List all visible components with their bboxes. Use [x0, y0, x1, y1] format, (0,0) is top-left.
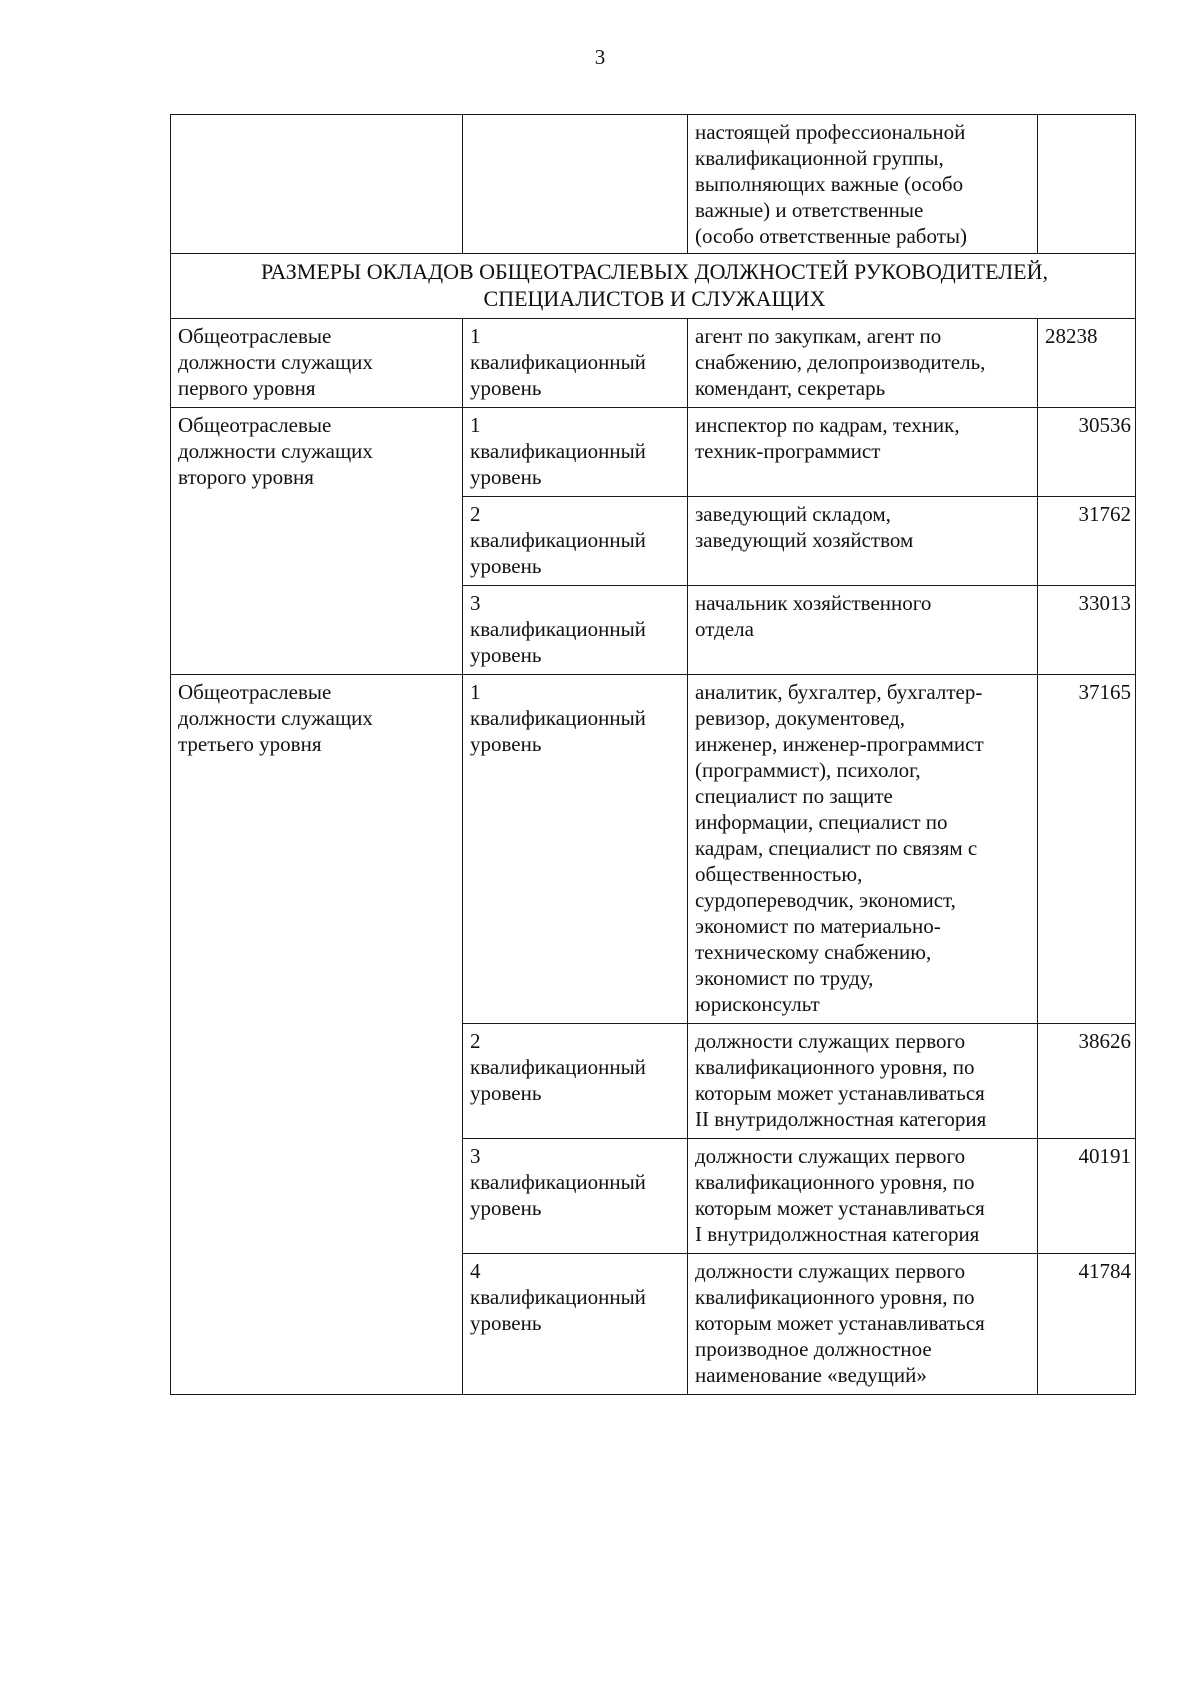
positions-list: должности служащих первого квалификационного уровня, по которым может устанавливаться производное должностное наименование «ведущий» [688, 1254, 1038, 1395]
table-row [171, 319, 1136, 408]
group-name: Общеотраслевые должности служащих второго уровня [171, 408, 463, 675]
salary-table [170, 114, 1136, 1395]
group-name: Общеотраслевые должности служащих третьего уровня [171, 675, 463, 1395]
qualification-level: 2 квалификационный уровень [463, 497, 688, 586]
salary-value: 33013 [1038, 586, 1136, 675]
positions-list: заведующий складом, заведующий хозяйством [688, 497, 1038, 586]
salary-value: 31762 [1038, 497, 1136, 586]
positions-list: аналитик, бухгалтер, бухгалтер- ревизор, документовед, инженер, инженер-программист (программист), психолог, специалист по защите информации, специалист по кадрам, специалист по связям с общественностью, сурдопереводчик, экономист, экономист по материально- техническому снабжению, экономист по труду, юрисконсульт [688, 675, 1038, 1024]
group-name: Общеотраслевые должности служащих первого уровня [171, 319, 463, 408]
table-row [171, 408, 1136, 497]
salary-value: 40191 [1038, 1139, 1136, 1254]
empty-cell [1038, 115, 1136, 254]
section-row [171, 254, 1136, 319]
qualification-level: 1 квалификационный уровень [463, 319, 688, 408]
empty-cell [463, 115, 688, 254]
salary-value: 41784 [1038, 1254, 1136, 1395]
salary-value: 28238 [1038, 319, 1136, 408]
positions-list: начальник хозяйственного отдела [688, 586, 1038, 675]
salary-value: 30536 [1038, 408, 1136, 497]
table-row [171, 675, 1136, 1024]
positions-list: должности служащих первого квалификационного уровня, по которым может устанавливаться II внутридолжностная категория [688, 1024, 1038, 1139]
section-title: РАЗМЕРЫ ОКЛАДОВ ОБЩЕОТРАСЛЕВЫХ ДОЛЖНОСТЕЙ РУКОВОДИТЕЛЕЙ, СПЕЦИАЛИСТОВ И СЛУЖАЩИХ [171, 254, 1136, 319]
qualification-level: 1 квалификационный уровень [463, 408, 688, 497]
continuation-text: настоящей профессиональной квалификационной группы, выполняющих важные (особо важные) и ответственные (особо ответственные работы) [688, 115, 1038, 254]
qualification-level: 3 квалификационный уровень [463, 586, 688, 675]
positions-list: агент по закупкам, агент по снабжению, делопроизводитель, комендант, секретарь [688, 319, 1038, 408]
positions-list: инспектор по кадрам, техник, техник-программист [688, 408, 1038, 497]
empty-cell [171, 115, 463, 254]
salary-value: 37165 [1038, 675, 1136, 1024]
qualification-level: 4 квалификационный уровень [463, 1254, 688, 1395]
qualification-level: 3 квалификационный уровень [463, 1139, 688, 1254]
page-number: 3 [594, 45, 606, 69]
salary-value: 38626 [1038, 1024, 1136, 1139]
positions-list: должности служащих первого квалификационного уровня, по которым может устанавливаться I внутридолжностная категория [688, 1139, 1038, 1254]
qualification-level: 2 квалификационный уровень [463, 1024, 688, 1139]
continuation-row [171, 115, 1136, 254]
qualification-level: 1 квалификационный уровень [463, 675, 688, 1024]
